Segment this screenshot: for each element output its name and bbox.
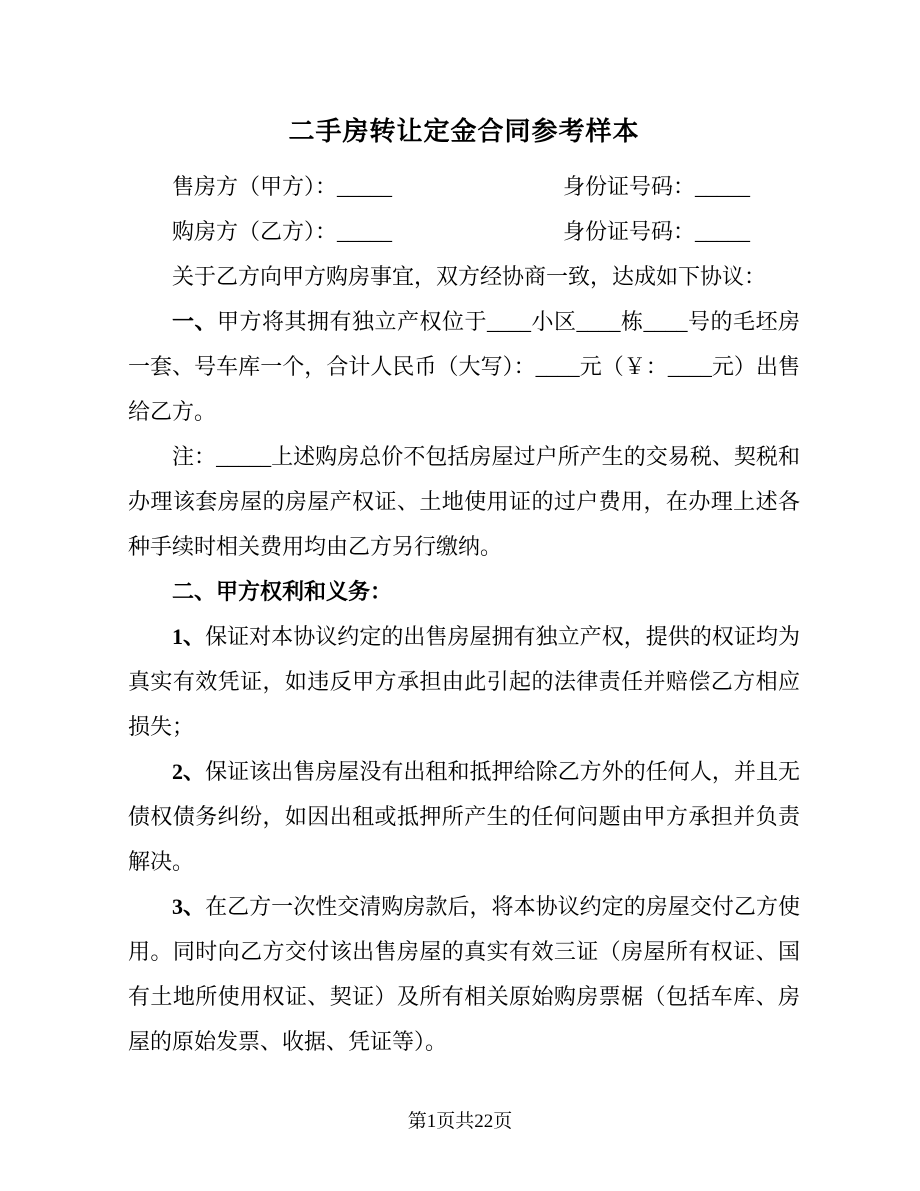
- buyer-label: 购房方（乙方）：: [172, 219, 338, 244]
- clause-one-paragraph: [128, 299, 800, 434]
- obligation-item-1: [128, 614, 800, 749]
- obligation-item-3: [128, 884, 800, 1064]
- party-row-buyer: [128, 209, 800, 254]
- clause-one-text: 甲方将其拥有独立产权位于____小区____栋____号的毛坯房一套、号车库一个，合计人民币（大写）：____元（￥：____元）出售给乙方。: [128, 309, 800, 424]
- document-body: [128, 112, 800, 1064]
- section-two-heading: 二、甲方权利和义务：: [172, 579, 393, 604]
- seller-label: 售房方（甲方）：: [172, 174, 338, 199]
- seller-id-field: [563, 164, 750, 209]
- buyer-field: [172, 209, 392, 254]
- obligation-1-text: 保证对本协议约定的出售房屋拥有独立产权，提供的权证均为真实有效凭证，如违反甲方承担由此引起的法律责任并赔偿乙方相应损失；: [128, 624, 800, 739]
- clause-one-marker: 一、: [172, 309, 217, 334]
- obligation-2-text: 保证该出售房屋没有出租和抵押给除乙方外的任何人，并且无债权债务纠纷，如因出租或抵押所产生的任何问题由甲方承担并负责解决。: [128, 759, 800, 874]
- obligation-2-marker: 2、: [172, 759, 206, 784]
- buyer-id-field: [563, 209, 750, 254]
- buyer-id-label: 身份证号码：: [562, 219, 695, 244]
- note-paragraph: 注：_____上述购房总价不包括房屋过户所产生的交易税、契税和办理该套房屋的房屋产权证、土地使用证的过户费用，在办理上述各种手续时相关费用均由乙方另行缴纳。: [128, 444, 800, 559]
- obligation-3-marker: 3、: [172, 894, 206, 919]
- seller-id-blank: _____: [695, 174, 750, 199]
- page-number-indicator: 第1页共22页: [407, 1111, 513, 1132]
- party-row-seller: [128, 164, 800, 209]
- document-title: 二手房转让定金合同参考样本: [288, 117, 640, 146]
- obligation-1-marker: 1、: [172, 624, 206, 649]
- obligation-3-text: 在乙方一次性交清购房款后，将本协议约定的房屋交付乙方使用。同时向乙方交付该出售房屋的真实有效三证（房屋所有权证、国有土地所使用权证、契证）及所有相关原始购房票椐（包括车库、房屋的原始发票、收据、凭证等）。: [128, 894, 800, 1054]
- seller-id-label: 身份证号码：: [562, 174, 695, 199]
- seller-name-blank: _____: [337, 174, 393, 199]
- buyer-name-blank: _____: [337, 219, 393, 244]
- obligation-item-2: [128, 749, 800, 884]
- intro-paragraph: 关于乙方向甲方购房事宜，双方经协商一致，达成如下协议：: [172, 264, 767, 289]
- buyer-id-blank: _____: [695, 219, 750, 244]
- seller-field: [172, 164, 392, 209]
